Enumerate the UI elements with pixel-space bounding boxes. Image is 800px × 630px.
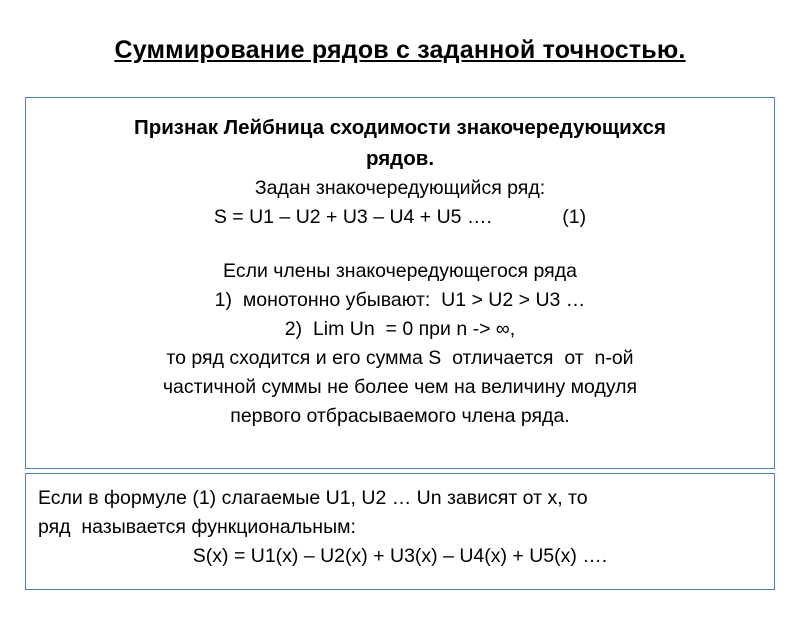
conclusion-line-3: первого отбрасываемого члена ряда.	[230, 405, 570, 427]
panel-heading-line-2: рядов.	[365, 147, 435, 170]
leibniz-criterion-panel	[25, 97, 775, 469]
condition-item-2: 2) Lim Un = 0 при n -> ∞,	[284, 318, 516, 340]
functional-series-line-2: ряд называется функциональным:	[38, 516, 356, 538]
conclusion-line-2: частичной суммы не более чем на величину модуля	[162, 376, 638, 398]
series-formula-1: S = U1 – U2 + U3 – U4 + U5 …. (1)	[213, 206, 587, 228]
functional-series-formula: S(x) = U1(x) – U2(x) + U3(x) – U4(x) + U5(x) ….	[192, 545, 608, 567]
condition-intro: Если члены знакочередующегося ряда	[223, 260, 577, 282]
functional-series-line-1: Если в формуле (1) слагаемые U1, U2 … Un зависят от х, то	[38, 487, 588, 509]
spacer	[42, 232, 758, 257]
conclusion-line-1: то ряд сходится и его сумма S отличается от n-ой	[166, 347, 634, 369]
page-title-text: Суммирование рядов с заданной точностью.	[114, 36, 686, 64]
condition-item-1: 1) монотонно убывают: U1 > U2 > U3 …	[214, 289, 586, 311]
functional-series-panel	[25, 473, 775, 590]
page-title	[0, 36, 800, 65]
series-definition-label: Задан знакочередующийся ряд:	[254, 177, 546, 199]
panel-heading-line-1: Признак Лейбница сходимости знакочередующихся	[133, 116, 667, 139]
